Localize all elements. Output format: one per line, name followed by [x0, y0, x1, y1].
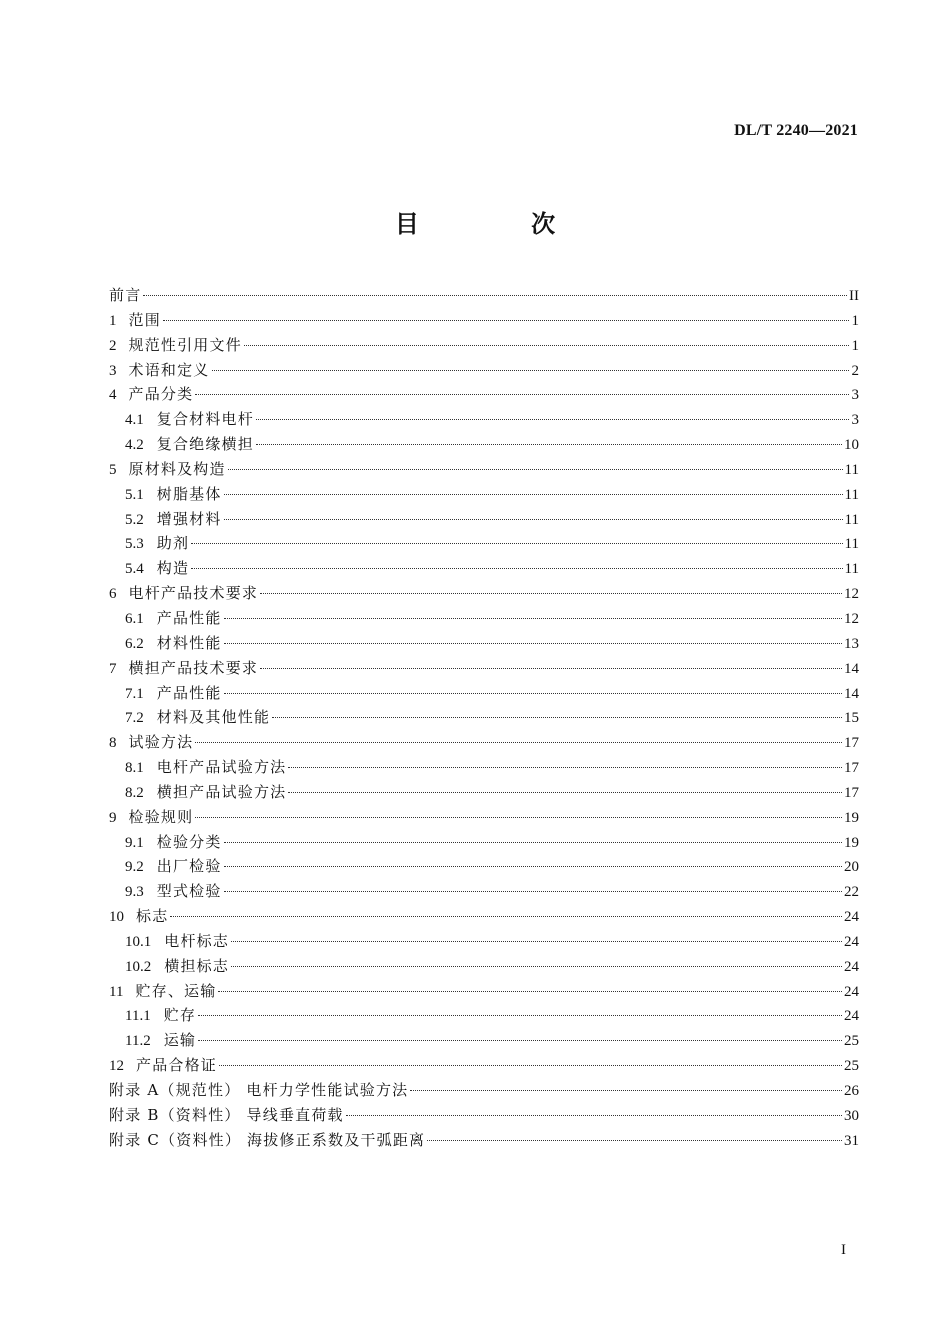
toc-entry-title: 树脂基体: [156, 484, 222, 503]
toc-entry-title: 术语和定义: [128, 360, 210, 379]
toc-entry-page: II: [849, 288, 859, 304]
toc-entry[interactable]: [109, 507, 859, 532]
toc-entry[interactable]: [109, 457, 859, 482]
toc-entry[interactable]: [109, 482, 859, 507]
toc-leader-dots: [256, 444, 842, 445]
toc-entry-number: 8.1: [125, 760, 144, 777]
toc-entry[interactable]: [109, 854, 859, 879]
toc-entry-title: 标志: [136, 907, 169, 926]
toc-entry-page: 25: [844, 1033, 859, 1050]
toc-leader-dots: [256, 419, 849, 420]
toc-entry-number: 12: [109, 1058, 124, 1075]
toc-entry-title: 产品分类: [128, 385, 194, 404]
toc-leader-dots: [170, 916, 842, 917]
toc-entry-number: 1: [109, 312, 117, 329]
toc-entry-page: 14: [844, 660, 859, 677]
toc-leader-dots: [143, 295, 847, 296]
toc-entry-number: 7.1: [125, 685, 144, 702]
toc-entry-page: 30: [844, 1107, 859, 1124]
toc-entry[interactable]: [109, 830, 859, 855]
toc-entry-title: 试验方法: [128, 733, 194, 752]
toc-entry-number: 5.1: [125, 486, 144, 503]
toc-entry-title: 附录 C（资料性） 海拔修正系数及干弧距离: [109, 1130, 426, 1149]
toc-leader-dots: [191, 543, 842, 544]
toc-leader-dots: [346, 1115, 842, 1116]
toc-entry-number: 9.3: [125, 884, 144, 901]
toc-entry-page: 11: [844, 561, 859, 578]
toc-leader-dots: [410, 1090, 842, 1091]
toc-entry-page: 12: [844, 610, 859, 627]
toc-entry-page: 3: [851, 412, 859, 429]
toc-leader-dots: [224, 866, 842, 867]
toc-entry-title: 材料及其他性能: [156, 708, 271, 727]
toc-entry-title: 产品性能: [156, 683, 222, 702]
toc-leader-dots: [231, 941, 842, 942]
toc-entry-title: 型式检验: [156, 882, 222, 901]
toc-entry-page: 2: [851, 362, 859, 379]
toc-entry-number: 5.4: [125, 561, 144, 578]
standard-code: DL/T 2240—2021: [734, 122, 858, 139]
toc-entry-title: 增强材料: [156, 509, 222, 528]
toc-entry[interactable]: [109, 1078, 859, 1103]
toc-entry-title: 前言: [109, 286, 142, 304]
toc-leader-dots: [231, 966, 842, 967]
page-title: 目 次: [394, 210, 608, 238]
toc-entry-page: 14: [844, 685, 859, 702]
toc-entry-title: 附录 B（资料性） 导线垂直荷载: [109, 1105, 344, 1124]
toc-leader-dots: [191, 568, 842, 569]
toc-entry-number: 6.1: [125, 610, 144, 627]
table-of-contents: [109, 283, 859, 1153]
toc-entry[interactable]: [109, 308, 859, 333]
toc-entry[interactable]: [109, 755, 859, 780]
toc-entry[interactable]: [109, 705, 859, 730]
toc-entry[interactable]: [109, 730, 859, 755]
toc-entry-title: 电杆标志: [164, 931, 230, 950]
toc-entry[interactable]: [109, 531, 859, 556]
toc-entry-number: 4.2: [125, 437, 144, 454]
toc-entry-number: 5.3: [125, 536, 144, 553]
toc-leader-dots: [288, 767, 842, 768]
toc-entry-title: 贮存: [163, 1006, 197, 1025]
toc-entry-page: 15: [844, 710, 859, 727]
toc-entry-title: 助剂: [156, 534, 190, 553]
toc-entry-page: 3: [851, 387, 859, 404]
toc-entry-page: 1: [851, 312, 859, 329]
toc-leader-dots: [218, 991, 842, 992]
toc-entry-page: 22: [844, 884, 859, 901]
toc-entry-page: 24: [844, 958, 859, 975]
toc-entry-page: 31: [844, 1132, 859, 1149]
toc-entry-number: 11: [109, 983, 124, 1000]
toc-entry[interactable]: [109, 283, 859, 308]
toc-entry-page: 11: [844, 486, 859, 503]
toc-entry-number: 11.1: [125, 1008, 151, 1025]
toc-entry-number: 8.2: [125, 784, 144, 801]
toc-entry-number: 11.2: [125, 1033, 151, 1050]
toc-leader-dots: [224, 494, 843, 495]
toc-entry[interactable]: [109, 556, 859, 581]
toc-entry-number: 5: [109, 461, 117, 478]
toc-entry-title: 范围: [128, 310, 161, 329]
toc-leader-dots: [224, 842, 842, 843]
toc-entry-page: 24: [844, 983, 859, 1000]
toc-entry[interactable]: [109, 681, 859, 706]
toc-entry-title: 运输: [163, 1031, 197, 1050]
toc-entry-number: 9.2: [125, 859, 144, 876]
toc-entry-page: 19: [844, 809, 859, 826]
toc-leader-dots: [195, 742, 842, 743]
toc-leader-dots: [224, 891, 842, 892]
toc-entry[interactable]: [109, 606, 859, 631]
toc-entry-number: 5.2: [125, 511, 144, 528]
toc-entry-page: 17: [844, 735, 859, 752]
toc-entry-title: 检验分类: [156, 832, 222, 851]
toc-entry-title: 复合材料电杆: [156, 410, 254, 429]
toc-leader-dots: [228, 469, 843, 470]
toc-entry[interactable]: [109, 979, 859, 1004]
toc-entry-title: 产品合格证: [136, 1056, 218, 1075]
toc-entry[interactable]: [109, 805, 859, 830]
toc-entry[interactable]: [109, 904, 859, 929]
toc-entry[interactable]: [109, 382, 859, 407]
toc-entry-page: 13: [844, 635, 859, 652]
toc-entry-title: 电杆产品试验方法: [156, 758, 287, 777]
toc-entry-page: 24: [844, 1008, 859, 1025]
toc-entry-number: 10.1: [125, 933, 152, 950]
toc-leader-dots: [427, 1140, 842, 1141]
toc-leader-dots: [288, 792, 842, 793]
toc-entry[interactable]: [109, 1028, 859, 1053]
toc-entry-title: 电杆产品技术要求: [128, 584, 259, 603]
toc-entry-title: 构造: [156, 559, 190, 578]
toc-leader-dots: [224, 643, 842, 644]
toc-entry[interactable]: [109, 333, 859, 358]
toc-entry-page: 24: [844, 933, 859, 950]
toc-entry[interactable]: [109, 358, 859, 383]
toc-leader-dots: [198, 1040, 842, 1041]
toc-entry-title: 检验规则: [128, 807, 194, 826]
toc-entry[interactable]: [109, 780, 859, 805]
toc-leader-dots: [195, 817, 842, 818]
toc-leader-dots: [224, 618, 842, 619]
toc-entry[interactable]: [109, 1053, 859, 1078]
toc-entry-number: 10: [109, 909, 124, 926]
toc-entry-number: 6: [109, 586, 117, 603]
toc-leader-dots: [212, 370, 849, 371]
toc-entry-page: 11: [844, 536, 859, 553]
toc-entry-page: 1: [851, 337, 859, 354]
toc-entry-page: 19: [844, 834, 859, 851]
toc-leader-dots: [195, 394, 849, 395]
toc-entry-number: 9: [109, 809, 117, 826]
toc-entry-number: 4: [109, 387, 117, 404]
toc-leader-dots: [260, 668, 842, 669]
toc-entry-title: 原材料及构造: [128, 459, 226, 478]
toc-entry[interactable]: [109, 1128, 859, 1153]
toc-entry-title: 产品性能: [156, 608, 222, 627]
toc-entry-number: 10.2: [125, 958, 152, 975]
toc-entry-title: 材料性能: [156, 633, 222, 652]
toc-entry-number: 6.2: [125, 635, 144, 652]
toc-entry-page: 26: [844, 1083, 859, 1099]
toc-entry-page: 17: [844, 760, 859, 777]
toc-entry-title: 附录 A（规范性） 电杆力学性能试验方法: [109, 1081, 409, 1099]
toc-entry-number: 7.2: [125, 710, 144, 727]
toc-entry-number: 9.1: [125, 834, 144, 851]
toc-entry-number: 2: [109, 337, 117, 354]
toc-entry-title: 规范性引用文件: [128, 335, 242, 354]
toc-entry-title: 贮存、运输: [135, 981, 217, 1000]
toc-entry[interactable]: [109, 656, 859, 681]
toc-entry-title: 横担产品试验方法: [156, 782, 287, 801]
toc-entry[interactable]: [109, 929, 859, 954]
toc-entry-title: 横担产品技术要求: [128, 658, 259, 677]
toc-entry-page: 25: [844, 1058, 859, 1075]
toc-entry[interactable]: [109, 407, 859, 432]
toc-leader-dots: [224, 693, 842, 694]
toc-leader-dots: [163, 320, 849, 321]
toc-entry-page: 11: [844, 511, 859, 528]
toc-entry-page: 17: [844, 784, 859, 801]
toc-entry-number: 7: [109, 660, 117, 677]
toc-leader-dots: [198, 1015, 842, 1016]
toc-leader-dots: [219, 1065, 842, 1066]
toc-entry-number: 8: [109, 735, 117, 752]
toc-entry-title: 横担标志: [164, 956, 230, 975]
toc-entry-title: 复合绝缘横担: [156, 435, 254, 454]
toc-entry[interactable]: [109, 432, 859, 457]
toc-entry-title: 出厂检验: [156, 857, 222, 876]
toc-leader-dots: [260, 593, 842, 594]
toc-entry-page: 24: [844, 909, 859, 926]
toc-entry-page: 12: [844, 586, 859, 603]
toc-entry[interactable]: [109, 1103, 859, 1128]
toc-leader-dots: [224, 519, 843, 520]
toc-entry-page: 11: [844, 461, 859, 478]
toc-entry-page: 20: [844, 859, 859, 876]
toc-leader-dots: [244, 345, 849, 346]
toc-leader-dots: [272, 717, 842, 718]
toc-entry-page: 10: [844, 437, 859, 454]
toc-entry-number: 4.1: [125, 412, 144, 429]
toc-entry[interactable]: [109, 954, 859, 979]
toc-entry[interactable]: [109, 581, 859, 606]
toc-entry[interactable]: [109, 879, 859, 904]
toc-entry-number: 3: [109, 362, 117, 379]
toc-entry[interactable]: [109, 631, 859, 656]
toc-entry[interactable]: [109, 1003, 859, 1028]
page-number: I: [841, 1242, 846, 1258]
